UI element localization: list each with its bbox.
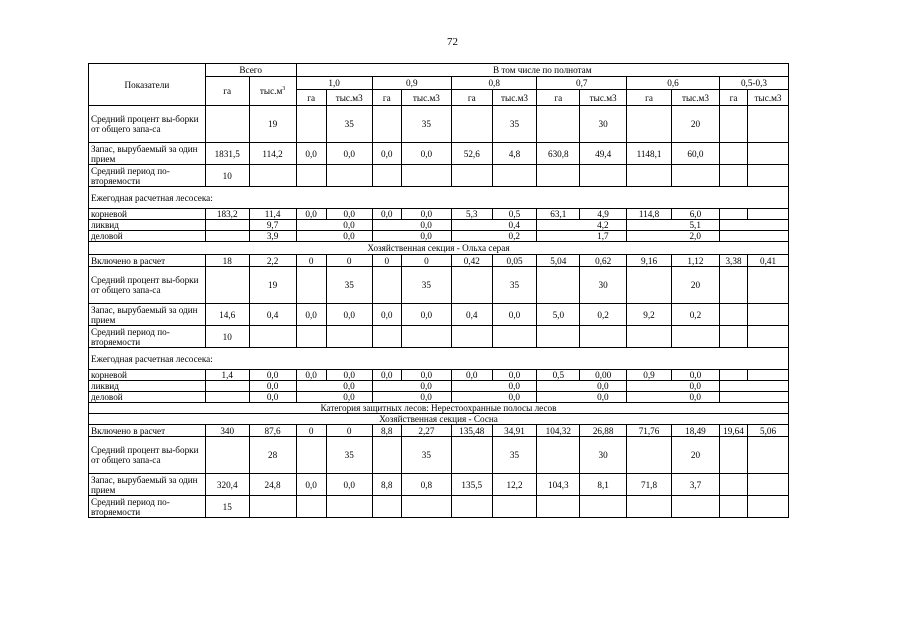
table-cell: 52,6 <box>451 143 492 165</box>
table-cell <box>627 106 672 143</box>
table-cell: 0,0 <box>492 370 537 381</box>
table-cell <box>537 326 580 348</box>
table-cell <box>296 231 326 242</box>
table-cell: 0,0 <box>372 370 401 381</box>
table-cell: 4,8 <box>492 143 537 165</box>
table-cell <box>671 165 719 187</box>
table-cell <box>537 392 580 403</box>
density-header: 0,9 <box>372 77 451 90</box>
table-cell: 26,88 <box>580 425 627 437</box>
table-cell: 0,42 <box>451 255 492 267</box>
table-cell <box>748 267 789 304</box>
table-cell: 630,8 <box>537 143 580 165</box>
table-cell: 0 <box>326 255 372 267</box>
forest-cut-table <box>88 63 789 518</box>
table-cell: 320,4 <box>205 474 249 496</box>
table-cell <box>748 106 789 143</box>
table-cell <box>580 165 627 187</box>
density-group-header: В том числе по полнотам <box>296 64 788 77</box>
table-cell: 0,0 <box>326 231 372 242</box>
table-cell: 4,2 <box>580 220 627 231</box>
table-cell: 0,0 <box>296 370 326 381</box>
unit-ha: га <box>296 90 326 106</box>
table-cell <box>205 392 249 403</box>
table-cell <box>296 392 326 403</box>
table-cell <box>326 496 372 518</box>
table-cell: 3,9 <box>249 231 296 242</box>
table-cell <box>537 267 580 304</box>
table-cell <box>451 381 492 392</box>
table-cell: 2,0 <box>671 231 719 242</box>
table-cell: 34,91 <box>492 425 537 437</box>
table-cell: 0,0 <box>326 209 372 220</box>
row-label: корневой <box>89 209 206 220</box>
table-cell <box>451 106 492 143</box>
density-header: 1,0 <box>296 77 372 90</box>
table-cell: 24,8 <box>249 474 296 496</box>
table-cell <box>451 231 492 242</box>
total-ha-header: га <box>205 77 249 106</box>
table-cell: 60,0 <box>671 143 719 165</box>
table-cell <box>627 165 672 187</box>
table-cell: 1,7 <box>580 231 627 242</box>
table-cell: 35 <box>401 106 451 143</box>
table-cell <box>627 231 672 242</box>
unit-ha: га <box>537 90 580 106</box>
total-header: Всего <box>205 64 296 77</box>
table-cell <box>492 326 537 348</box>
table-cell: 0,0 <box>296 304 326 326</box>
table-cell: 0,0 <box>401 231 451 242</box>
table-cell: 0,0 <box>326 370 372 381</box>
table-cell <box>719 370 747 381</box>
table-cell <box>748 392 789 403</box>
category-title: Категория защитных лесов: Нерестоохранные полосы лесов <box>89 403 789 414</box>
table-cell: 0 <box>296 425 326 437</box>
table-cell: 0,0 <box>580 392 627 403</box>
table-cell: 1,4 <box>205 370 249 381</box>
table-cell: 20 <box>671 437 719 474</box>
table-cell <box>748 437 789 474</box>
table-cell: 3,7 <box>671 474 719 496</box>
table-cell: 114,8 <box>627 209 672 220</box>
table-cell <box>671 496 719 518</box>
row-label: ликвид <box>89 220 206 231</box>
table-cell: 28 <box>249 437 296 474</box>
row-label: деловой <box>89 231 206 242</box>
table-cell: 35 <box>492 106 537 143</box>
table-cell: 3,38 <box>719 255 747 267</box>
table-cell: 18,49 <box>671 425 719 437</box>
table-cell: 0,0 <box>401 370 451 381</box>
table-cell <box>296 326 326 348</box>
table-cell <box>627 392 672 403</box>
table-cell <box>372 106 401 143</box>
annual-cut-label: Ежегодная расчетная лесосека: <box>89 348 789 370</box>
table-cell <box>537 220 580 231</box>
table-cell: 11,4 <box>249 209 296 220</box>
table-cell: 5,06 <box>748 425 789 437</box>
table-cell <box>451 392 492 403</box>
table-cell <box>372 267 401 304</box>
table-cell: 340 <box>205 425 249 437</box>
table-cell: 0,2 <box>492 231 537 242</box>
table-cell <box>719 326 747 348</box>
table-cell <box>719 474 747 496</box>
table-cell: 0,4 <box>249 304 296 326</box>
row-label: Средний процент вы-борки от общего запа-са <box>89 437 206 474</box>
table-cell <box>451 496 492 518</box>
table-cell <box>719 267 747 304</box>
table-cell: 10 <box>205 326 249 348</box>
table-cell <box>748 143 789 165</box>
unit-volume: тыс.м3 <box>580 90 627 106</box>
table-cell <box>537 496 580 518</box>
table-cell: 0 <box>296 255 326 267</box>
table-cell: 0,0 <box>401 220 451 231</box>
table-cell: 18 <box>205 255 249 267</box>
table-cell: 8,8 <box>372 425 401 437</box>
row-label: Средний процент вы-борки от общего запа-са <box>89 106 206 143</box>
table-cell <box>492 496 537 518</box>
table-cell <box>748 220 789 231</box>
table-cell: 20 <box>671 106 719 143</box>
table-cell <box>748 209 789 220</box>
table-cell <box>249 165 296 187</box>
row-label: Запас, вырубаемый за один прием <box>89 304 206 326</box>
unit-volume: тыс.м3 <box>671 90 719 106</box>
table-cell: 114,2 <box>249 143 296 165</box>
table-cell: 0,0 <box>326 304 372 326</box>
table-cell: 0,8 <box>401 474 451 496</box>
indicators-header: Показатели <box>89 64 206 106</box>
table-cell <box>719 220 747 231</box>
table-cell <box>205 381 249 392</box>
table-cell: 19,64 <box>719 425 747 437</box>
table-cell: 0,2 <box>580 304 627 326</box>
table-cell <box>205 267 249 304</box>
row-label: ликвид <box>89 381 206 392</box>
table-cell <box>719 143 747 165</box>
table-cell: 0,0 <box>401 304 451 326</box>
table-cell: 35 <box>326 267 372 304</box>
table-cell: 1148,1 <box>627 143 672 165</box>
density-header: 0,7 <box>537 77 627 90</box>
table-cell <box>627 437 672 474</box>
table-cell <box>451 437 492 474</box>
table-cell: 0,0 <box>296 143 326 165</box>
table-cell <box>401 496 451 518</box>
section-title: Хозяйственная секция - Сосна <box>89 414 789 425</box>
unit-volume: тыс.м3 <box>326 90 372 106</box>
table-cell: 30 <box>580 106 627 143</box>
table-cell: 0,0 <box>580 381 627 392</box>
table-cell: 104,3 <box>537 474 580 496</box>
row-label: Запас, вырубаемый за один прием <box>89 474 206 496</box>
table-cell <box>748 304 789 326</box>
table-cell: 9,16 <box>627 255 672 267</box>
table-cell <box>627 267 672 304</box>
density-header: 0,8 <box>451 77 537 90</box>
table-cell: 0,2 <box>671 304 719 326</box>
table-cell: 35 <box>326 106 372 143</box>
unit-ha: га <box>719 90 747 106</box>
table-cell: 0,00 <box>580 370 627 381</box>
unit-ha: га <box>451 90 492 106</box>
table-cell: 1831,5 <box>205 143 249 165</box>
table-cell: 87,6 <box>249 425 296 437</box>
table-cell: 5,3 <box>451 209 492 220</box>
table-cell <box>401 326 451 348</box>
table-cell: 30 <box>580 267 627 304</box>
table-cell: 0,0 <box>671 392 719 403</box>
unit-volume: тыс.м3 <box>492 90 537 106</box>
table-cell: 0,0 <box>401 209 451 220</box>
table-cell: 0,62 <box>580 255 627 267</box>
table-cell <box>537 165 580 187</box>
table-cell <box>748 381 789 392</box>
table-cell <box>372 326 401 348</box>
row-label: Средний период по-вторяемости <box>89 496 206 518</box>
row-label: Средний период по-вторяемости <box>89 165 206 187</box>
table-cell <box>205 437 249 474</box>
table-cell: 49,4 <box>580 143 627 165</box>
density-header: 0,6 <box>627 77 720 90</box>
table-cell: 1,12 <box>671 255 719 267</box>
table-cell: 63,1 <box>537 209 580 220</box>
table-cell: 0,0 <box>671 370 719 381</box>
section-title: Хозяйственная секция - Ольха серая <box>89 242 789 255</box>
row-label: Включено в расчет <box>89 425 206 437</box>
table-cell <box>205 220 249 231</box>
table-cell: 0,0 <box>372 304 401 326</box>
table-cell: 0,0 <box>372 209 401 220</box>
table-cell: 0,0 <box>326 143 372 165</box>
table-cell <box>627 381 672 392</box>
table-cell <box>748 370 789 381</box>
table-cell <box>671 326 719 348</box>
table-cell: 2,2 <box>249 255 296 267</box>
unit-volume: тыс.м3 <box>748 90 789 106</box>
table-cell <box>719 231 747 242</box>
table-cell <box>719 209 747 220</box>
table-cell <box>719 106 747 143</box>
table-cell <box>719 304 747 326</box>
table-cell <box>580 326 627 348</box>
table-cell: 0,0 <box>451 370 492 381</box>
unit-ha: га <box>627 90 672 106</box>
table-cell <box>205 231 249 242</box>
row-label: Средний период по-вторяемости <box>89 326 206 348</box>
table-cell: 0,41 <box>748 255 789 267</box>
table-cell <box>451 220 492 231</box>
table-cell: 0,0 <box>492 304 537 326</box>
table-cell <box>748 496 789 518</box>
table-cell: 135,5 <box>451 474 492 496</box>
table-cell: 0,0 <box>249 370 296 381</box>
table-cell <box>627 220 672 231</box>
table-cell: 14,6 <box>205 304 249 326</box>
table-cell <box>627 326 672 348</box>
unit-ha: га <box>372 90 401 106</box>
row-label: Запас, вырубаемый за один прием <box>89 143 206 165</box>
table-cell: 0 <box>401 255 451 267</box>
table-cell: 9,7 <box>249 220 296 231</box>
table-cell <box>719 165 747 187</box>
table-cell <box>451 267 492 304</box>
table-cell <box>296 106 326 143</box>
table-cell: 0,0 <box>326 220 372 231</box>
table-cell: 15 <box>205 496 249 518</box>
table-cell: 19 <box>249 267 296 304</box>
table-cell <box>372 496 401 518</box>
table-cell <box>296 267 326 304</box>
table-cell <box>372 220 401 231</box>
table-cell: 8,1 <box>580 474 627 496</box>
table-cell: 0,4 <box>492 220 537 231</box>
row-label: Включено в расчет <box>89 255 206 267</box>
table-cell <box>719 381 747 392</box>
table-cell: 71,76 <box>627 425 672 437</box>
table-cell <box>372 231 401 242</box>
table-cell: 71,8 <box>627 474 672 496</box>
table-cell: 135,48 <box>451 425 492 437</box>
table-cell <box>372 381 401 392</box>
table-cell <box>537 231 580 242</box>
table-cell: 0,0 <box>492 392 537 403</box>
table-cell <box>627 496 672 518</box>
table-cell: 0 <box>372 255 401 267</box>
table-cell: 0,0 <box>326 392 372 403</box>
table-cell <box>451 326 492 348</box>
table-cell <box>537 381 580 392</box>
table-cell <box>451 165 492 187</box>
table-cell: 0,0 <box>492 381 537 392</box>
table-cell <box>401 165 451 187</box>
table-cell <box>296 437 326 474</box>
table-cell: 12,2 <box>492 474 537 496</box>
row-label: Средний процент вы-борки от общего запа-са <box>89 267 206 304</box>
table-cell: 0,4 <box>451 304 492 326</box>
table-cell <box>719 496 747 518</box>
table-cell: 19 <box>249 106 296 143</box>
table-cell <box>296 496 326 518</box>
table-cell <box>296 381 326 392</box>
table-cell: 4,9 <box>580 209 627 220</box>
table-cell <box>719 392 747 403</box>
table-cell: 0,0 <box>249 381 296 392</box>
row-label: корневой <box>89 370 206 381</box>
table-cell: 0,05 <box>492 255 537 267</box>
table-cell: 2,27 <box>401 425 451 437</box>
table-cell: 35 <box>326 437 372 474</box>
total-volume-header: $тыс.м^3$ <box>249 77 296 106</box>
table-cell <box>719 437 747 474</box>
table-cell: 8,8 <box>372 474 401 496</box>
table-cell <box>326 165 372 187</box>
unit-volume: тыс.м3 <box>401 90 451 106</box>
table-cell <box>372 437 401 474</box>
page-number: 72 <box>447 36 458 48</box>
table-cell: 5,0 <box>537 304 580 326</box>
table-cell: 0,0 <box>401 392 451 403</box>
table-cell: 104,32 <box>537 425 580 437</box>
table-cell: 0,9 <box>627 370 672 381</box>
table-cell: 183,2 <box>205 209 249 220</box>
table-cell: 0,0 <box>372 143 401 165</box>
table-cell: 10 <box>205 165 249 187</box>
table-cell <box>748 474 789 496</box>
table-cell: 20 <box>671 267 719 304</box>
table-cell: 0,0 <box>326 474 372 496</box>
table-cell: 0,0 <box>296 209 326 220</box>
table-cell: 0,5 <box>537 370 580 381</box>
table-cell: 0,0 <box>326 381 372 392</box>
table-cell <box>580 496 627 518</box>
table-cell <box>748 231 789 242</box>
table-cell: 0,0 <box>296 474 326 496</box>
table-cell: 9,2 <box>627 304 672 326</box>
table-cell <box>372 165 401 187</box>
table-cell <box>372 392 401 403</box>
table-cell <box>748 326 789 348</box>
table-cell <box>492 165 537 187</box>
table-cell: 5,1 <box>671 220 719 231</box>
table-cell: 35 <box>401 267 451 304</box>
table-cell <box>249 326 296 348</box>
table-cell <box>296 220 326 231</box>
table-cell: 0,0 <box>401 381 451 392</box>
table-cell <box>249 496 296 518</box>
annual-cut-label: Ежегодная расчетная лесосека: <box>89 187 789 209</box>
table-cell: 0,0 <box>249 392 296 403</box>
table-cell: 35 <box>492 437 537 474</box>
table-cell: 6,0 <box>671 209 719 220</box>
table-cell: 35 <box>492 267 537 304</box>
density-header: 0,5-0,3 <box>719 77 788 90</box>
table-cell <box>326 326 372 348</box>
table-cell <box>537 106 580 143</box>
table-cell: 30 <box>580 437 627 474</box>
table-cell <box>205 106 249 143</box>
table-cell <box>296 165 326 187</box>
table-cell <box>748 165 789 187</box>
table-cell: 35 <box>401 437 451 474</box>
table-cell: 0,0 <box>671 381 719 392</box>
table-cell: 0,0 <box>401 143 451 165</box>
row-label: деловой <box>89 392 206 403</box>
table-cell: 0,5 <box>492 209 537 220</box>
table-cell: 0 <box>326 425 372 437</box>
table-cell <box>537 437 580 474</box>
table-cell: 5,04 <box>537 255 580 267</box>
